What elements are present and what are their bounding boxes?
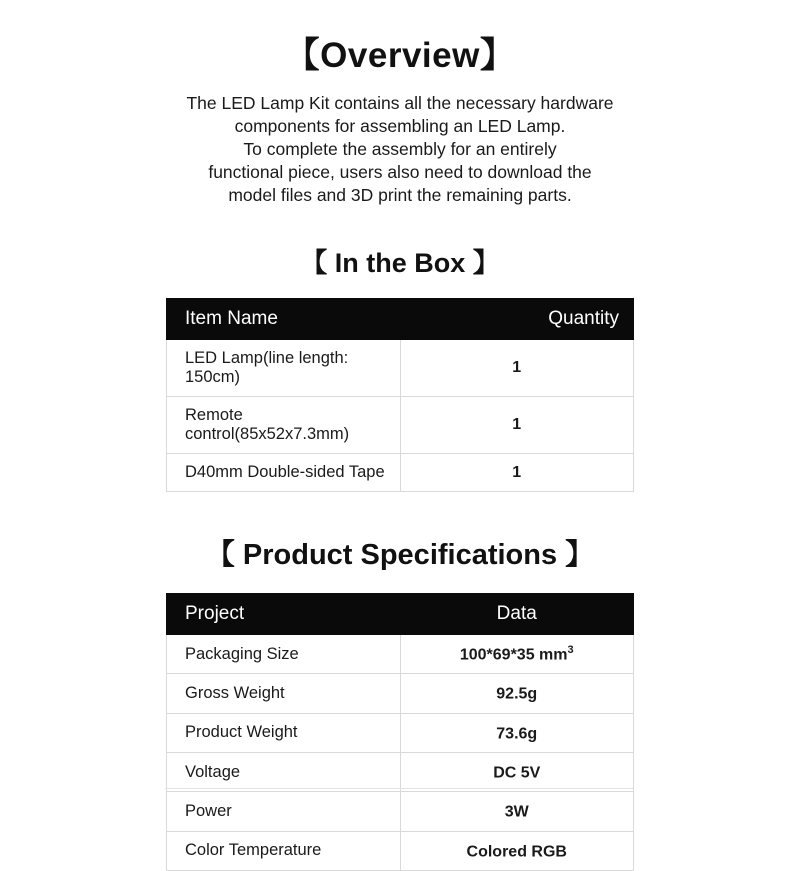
column-header-data: Data <box>400 594 634 635</box>
in-the-box-heading: 【 In the Box 】 <box>300 248 500 278</box>
page-title: 【Overview】 <box>284 36 516 75</box>
cell-item-name: D40mm Double-sided Tape <box>167 454 401 492</box>
cell-project: Color Temperature <box>167 831 401 870</box>
table-row <box>167 831 634 870</box>
table-row <box>167 397 634 454</box>
overview-line: components for assembling an LED Lamp. <box>234 116 566 136</box>
cell-data <box>400 752 634 791</box>
table-row <box>167 713 634 752</box>
column-header-item-name: Item Name <box>167 299 401 340</box>
cell-project: Gross Weight <box>167 674 401 713</box>
cell-project: Packaging Size <box>167 635 401 674</box>
table-header-row <box>167 594 634 635</box>
table-row <box>167 454 634 492</box>
table-row <box>167 674 634 713</box>
cell-data <box>400 635 634 674</box>
cell-data-text: 100*69*35 mm <box>459 646 568 664</box>
table-header-row <box>167 299 634 340</box>
cell-data-text: DC 5V <box>493 764 541 782</box>
table-row <box>167 792 634 831</box>
cell-project: Power <box>167 792 401 831</box>
in-the-box-table <box>166 298 634 492</box>
table-row <box>167 635 634 674</box>
cell-data-text: 3W <box>504 803 529 821</box>
overview-line: model files and 3D print the remaining parts. <box>228 185 572 205</box>
overview-line: To complete the assembly for an entirely <box>243 139 557 159</box>
cell-data <box>400 713 634 752</box>
cell-item-name: Remote control(85x52x7.3mm) <box>167 397 401 454</box>
column-header-project: Project <box>167 594 401 635</box>
cell-data-superscript: 3 <box>567 644 574 656</box>
column-header-quantity: Quantity <box>400 299 634 340</box>
cell-quantity: 1 <box>400 397 634 454</box>
overview-line: functional piece, users also need to download the <box>208 162 592 182</box>
overview-line: The LED Lamp Kit contains all the necessary hardware <box>186 93 614 113</box>
overview-description <box>165 92 635 207</box>
table-row <box>167 752 634 791</box>
cell-data <box>400 792 634 831</box>
cell-data <box>400 831 634 870</box>
table-row <box>167 340 634 397</box>
bottom-divider <box>165 788 633 789</box>
cell-item-name: LED Lamp(line length: 150cm) <box>167 340 401 397</box>
cell-project: Voltage <box>167 752 401 791</box>
cell-data-text: Colored RGB <box>466 842 567 860</box>
cell-project: Product Weight <box>167 713 401 752</box>
cell-data-text: 92.5g <box>496 685 538 703</box>
specifications-heading: 【 Product Specifications 】 <box>205 539 595 571</box>
cell-quantity: 1 <box>400 340 634 397</box>
cell-data <box>400 674 634 713</box>
cell-quantity: 1 <box>400 454 634 492</box>
cell-data-text: 73.6g <box>496 724 538 742</box>
specifications-table <box>166 593 634 871</box>
